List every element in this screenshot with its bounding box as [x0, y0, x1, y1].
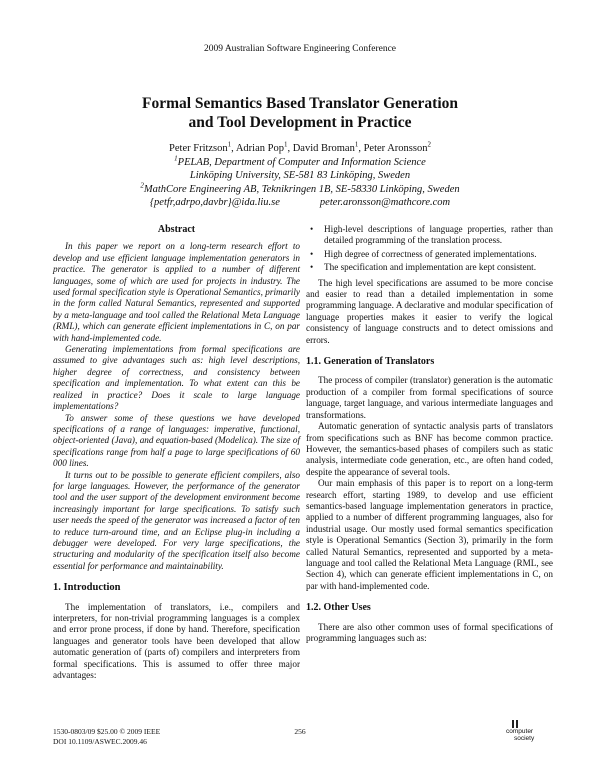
introduction-paragraph: The implementation of translators, i.e., compilers and interpreters, for non-trivial programming languages is a complex and error prone process, if done by hand. Therefore, specification languages and generator tools have been developed that allow automatic generation of (parts of) compilers and interpreters from formal specifications. This is assumed to offer three major advantages:: [53, 601, 300, 681]
section-paragraph: Our main emphasis of this paper is to report on a long-term research effort, starting 1989, to develop and use efficient semantics-based language implementation generators in practice, applied to a number of different programming languages, also for industrial usage. Our mostly used formal semantics specification style is Operational Semantics (Section 3), primarily in the form called Natural Semantics, represented and supported by a meta-language and tool called the Relational Meta Language (RML, see Section 4), which can generate efficient implementations in C, on par with hand-implemented code.: [306, 478, 553, 591]
title-line-1: Formal Semantics Based Translator Generation: [141, 95, 458, 112]
author-sup: 2: [427, 140, 431, 149]
logo-mark-icon: [512, 720, 518, 728]
bullet-glyph: •: [310, 248, 314, 259]
affiliation-1-address: Linköping University, SE-581 83 Linköping, Sweden: [189, 170, 411, 181]
abstract-paragraph: Generating implementations from formal specifications are assumed to give advantages such as: high level descriptions, higher degree of correctness, and consistency between specification and implementation. To what extent can this be realized in practice? Does it scale to large language implementations?: [53, 344, 300, 412]
footer-issn: 1530-0803/09 $25.00 © 2009 IEEE: [53, 727, 161, 736]
introduction-section: [53, 582, 300, 681]
affiliation-line: MathCore Engineering AB, Teknikringen 1B, SE-58330 Linköping, Sweden: [143, 183, 460, 195]
section-paragraph: There are also other common uses of formal specifications of programming languages such as:: [306, 621, 553, 643]
section-paragraph: The process of compiler (translator) generation is the automatic production of a compiler from formal specifications of source language, target language, and various intermediate languages and transformations.: [306, 375, 553, 420]
list-item-text: High-level descriptions of language properties, rather than detailed programming of the translation process.: [324, 224, 553, 246]
right-column: [306, 220, 553, 644]
affiliation-line: PELAB, Department of Computer and Information Science: [177, 156, 426, 168]
abstract-paragraph: To answer some of these questions we have developed specifications of a range of languages: imperative, functional, object-oriented (Java), and equation-based (Modelica). The size of specifications range from half a page to large specifications of 60 000 lines.: [53, 412, 300, 469]
bullet-glyph: •: [310, 262, 314, 273]
affiliation-2: [0, 183, 600, 197]
affiliation-1: [0, 156, 600, 170]
footer-doi: DOI 10.1109/ASWEC.2009.46: [53, 736, 147, 746]
abstract-paragraph: In this paper we report on a long-term research effort to develop and use efficient language implementation generators in practice. The generator is applied to a number of different languages, some of which are used for projects in industry. The used formal specification style is Operational Semantics, primarily in the form called Natural Semantics, represented and supported by a meta-language and tool called the Relational Meta Language (RML), which can generate efficient implementations in C, on par with hand-implemented code.: [53, 241, 300, 343]
section-1-2-heading: 1.2. Other Uses: [306, 602, 371, 614]
list-item: [306, 249, 553, 260]
list-item-text: High degree of correctness of generated implementations.: [324, 248, 537, 259]
abstract-paragraph: It turns out to be possible to generate efficient compilers, also for large languages. However, the performance of the generator tool and the user support of the development environment become increasingly important for large specifications. To satisfy such user needs the speed of the generator was increased a factor of ten to reduce turn-around time, and an Eclipse plug-in including a debugger were developed. For very large specifications, the structuring and modularity of the specification itself also become essential for performance and maintainability.: [53, 469, 300, 571]
author-list: Peter Fritzson$^1$, Adrian Pop$^1$, David Broman$^1$, Peter Aronsson$^2$: [169, 140, 431, 154]
bullet-glyph: •: [310, 224, 314, 234]
email-1: {petfr,adrpo,davbr}@ida.liu.se: [149, 197, 280, 208]
section-1-1-heading: 1.1. Generation of Translators: [306, 356, 435, 368]
email-2: peter.aronsson@mathcore.com: [319, 197, 451, 208]
left-column: [53, 224, 300, 681]
abstract-heading: Abstract: [157, 224, 196, 235]
conference-header: 2009 Australian Software Engineering Conference: [203, 44, 397, 54]
introduction-heading: 1. Introduction: [53, 582, 121, 594]
logo-text-line-2: society: [514, 735, 535, 742]
advantages-list: [306, 224, 553, 274]
author-name: Peter Fritzson: [169, 143, 228, 154]
abstract: [53, 224, 300, 572]
title-line-2: and Tool Development in Practice: [188, 114, 412, 131]
author-sup: 1: [354, 140, 359, 149]
author-sup: 1: [227, 140, 232, 149]
list-item: [306, 262, 553, 273]
author-name: Peter Aronsson: [363, 143, 428, 154]
affiliation-sup: 1: [174, 154, 178, 162]
section-paragraph: Automatic generation of syntactic analysis parts of translators from specifications such as BNF has become common practice. However, the semantics-based phases of compilers such as static analysis, intermediate code generation, etc., are often hand coded, despite the appearance of several tools.: [306, 421, 553, 477]
introduction-paragraph: The high level specifications are assumed to be more concise and easier to read than a detailed implementation in some programming language. A declarative and modular specification of language properties makes it easier to verify the logical consistency of language constructs and to detect omissions and errors.: [306, 277, 553, 345]
computer-society-logo: [500, 720, 550, 744]
author-name: Adrian Pop: [235, 143, 284, 154]
email-line: [0, 196, 600, 210]
list-item: [306, 224, 553, 247]
list-item-text: The specification and implementation are kept consistent.: [324, 262, 537, 273]
author-sup: 1: [283, 140, 288, 149]
page-number: 256: [294, 727, 306, 736]
logo-text-line-1: computer: [506, 728, 534, 735]
title-block: [0, 94, 600, 210]
affiliation-sup: 2: [140, 181, 144, 189]
author-name: David Broman: [292, 143, 355, 154]
paper-title: [0, 94, 600, 132]
